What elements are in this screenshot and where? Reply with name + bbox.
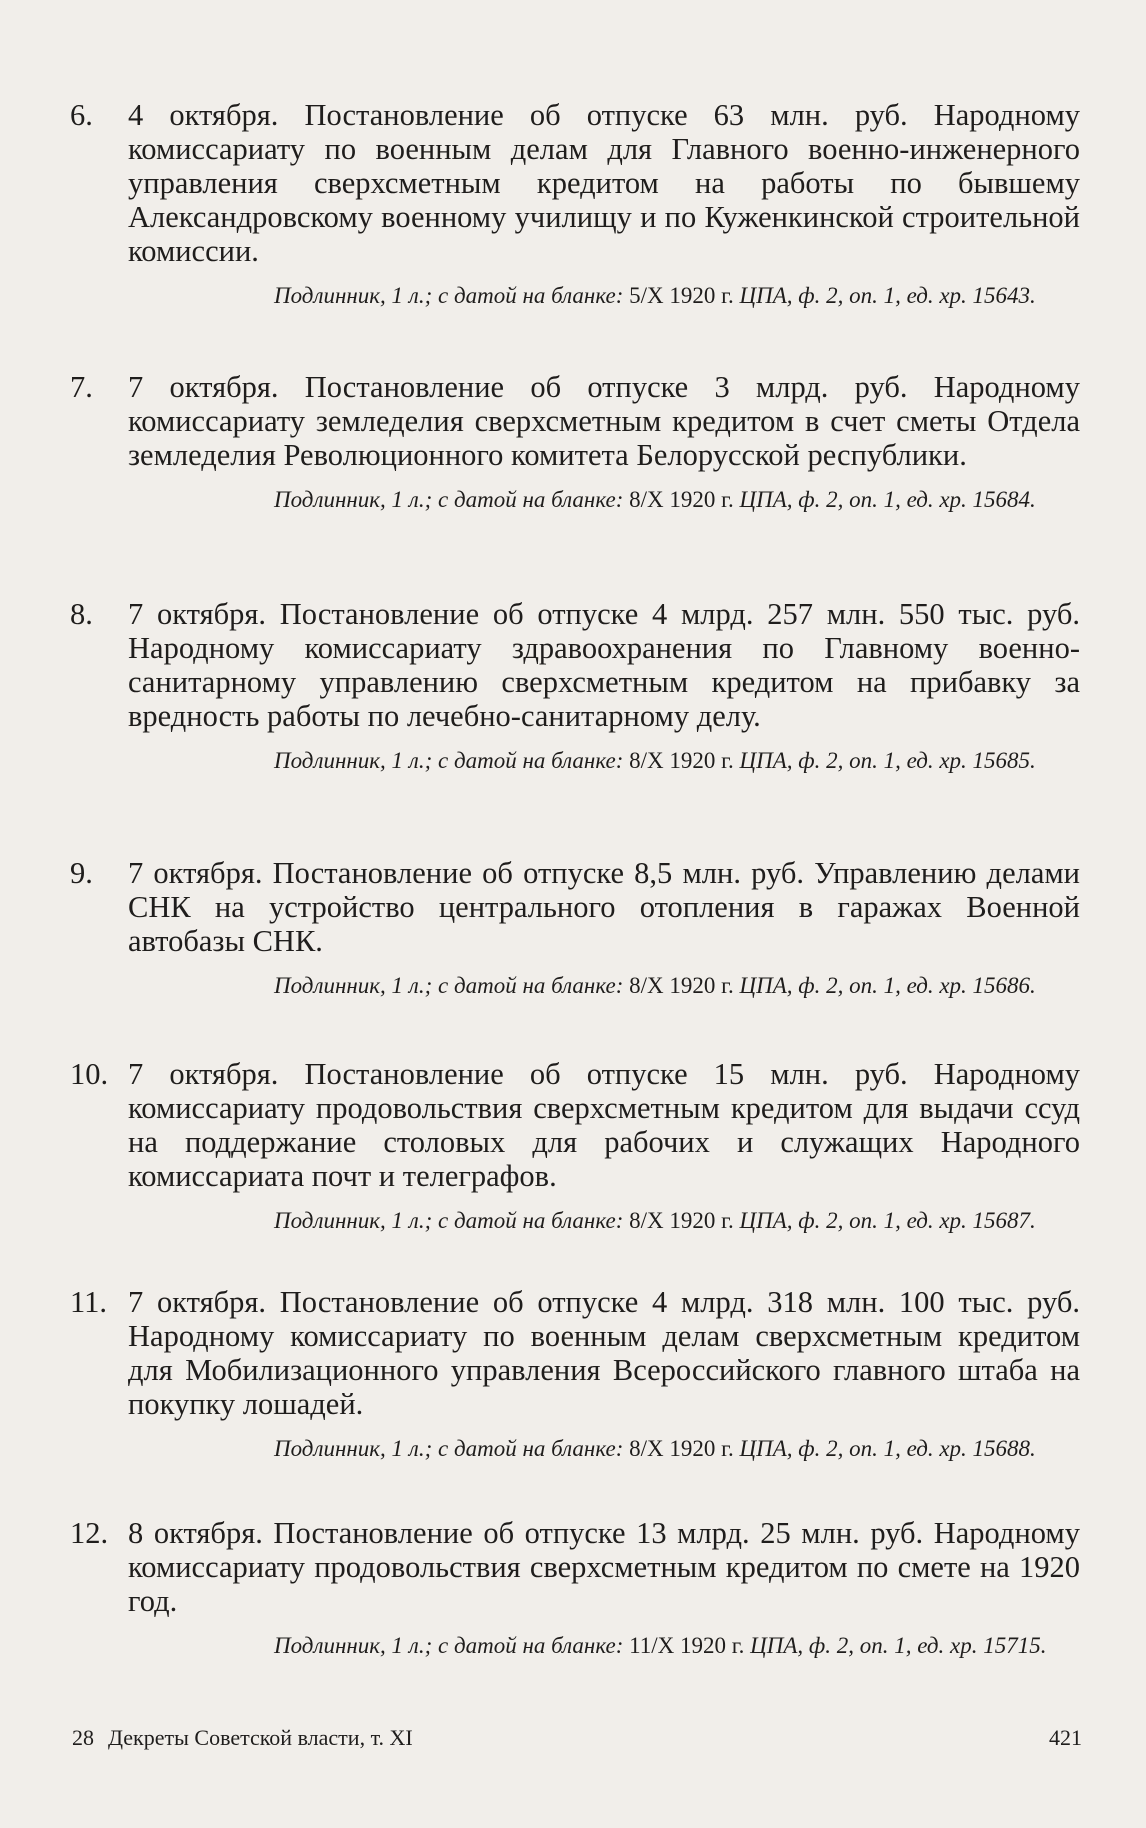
entry-12 [70,1516,1080,1661]
source-archive: ЦПА, ф. 2, оп. 1, ед. хр. 15687. [739,1208,1036,1233]
source-archive: ЦПА, ф. 2, оп. 1, ед. хр. 15688. [739,1436,1036,1461]
page-footer [72,1724,1082,1752]
source-date: 8/X 1920 г. [629,1208,734,1233]
entry-number: 8. [70,597,93,631]
source-date: 8/X 1920 г. [629,1436,734,1461]
entry-number: 6. [70,98,93,132]
source-italic: Подлинник, 1 л.; с датой на бланке: [274,973,624,998]
source-archive: ЦПА, ф. 2, оп. 1, ед. хр. 15685. [739,748,1036,773]
source-date: 11/X 1920 г. [629,1633,745,1658]
source-note [70,1205,1080,1236]
volume-title: Декреты Советской власти, т. XI [108,1725,413,1750]
source-archive: ЦПА, ф. 2, оп. 1, ед. хр. 15686. [739,973,1036,998]
entry-6 [70,98,1080,311]
entry-body: 7 октября. Постановление об отпуске 15 млн. руб. Народному комиссариату продовольствия сверхсметным кредитом для выдачи ссуд на поддержание столовых для рабочих и служащих Народного комиссариата почт и телеграфов. [128,1057,1080,1193]
entry-text [70,370,1080,472]
entry-number: 7. [70,370,93,404]
entry-body: 7 октября. Постановление об отпуске 4 млрд. 318 млн. 100 тыс. руб. Народному комиссариату по военным делам сверхсметным кредитом для Мобилизационного управления Всероссийского главного штаба на покупку лошадей. [128,1285,1080,1421]
entry-body: 7 октября. Постановление об отпуске 8,5 млн. руб. Управлению делами СНК на устройство центрального отопления в гаражах Военной автобазы СНК. [128,856,1080,958]
source-archive: ЦПА, ф. 2, оп. 1, ед. хр. 15684. [739,487,1036,512]
source-date: 5/X 1920 г. [629,283,734,308]
entry-7 [70,370,1080,515]
entry-number: 12. [70,1516,109,1550]
source-note [70,484,1080,515]
source-note [70,745,1080,776]
entry-10 [70,1057,1080,1236]
source-note [70,1630,1080,1661]
entry-text [70,1057,1080,1193]
entry-body: 8 октября. Постановление об отпуске 13 млрд. 25 млн. руб. Народному комиссариату продовольствия сверхсметным кредитом по смете на 1920 год. [128,1516,1080,1618]
source-italic: Подлинник, 1 л.; с датой на бланке: [274,1436,624,1461]
entry-text [70,98,1080,268]
printer-signature: 421 [1049,1725,1082,1750]
source-date: 8/X 1920 г. [629,487,734,512]
entry-text [70,597,1080,733]
source-italic: Подлинник, 1 л.; с датой на бланке: [274,283,624,308]
source-italic: Подлинник, 1 л.; с датой на бланке: [274,1208,624,1233]
entry-number: 10. [70,1057,109,1091]
source-note [70,970,1080,1001]
entry-body: 7 октября. Постановление об отпуске 4 млрд. 257 млн. 550 тыс. руб. Народному комиссариату здравоохранения по Главному военно-санитарному управлению сверхсметным кредитом на прибавку за вредность работы по лечебно-санитарному делу. [128,597,1080,733]
entry-text [70,1285,1080,1421]
source-italic: Подлинник, 1 л.; с датой на бланке: [274,487,624,512]
source-archive: ЦПА, ф. 2, оп. 1, ед. хр. 15715. [750,1633,1047,1658]
source-date: 8/X 1920 г. [629,973,734,998]
source-date: 8/X 1920 г. [629,748,734,773]
entry-number: 11. [70,1285,107,1319]
entry-number: 9. [70,856,93,890]
entry-text [70,1516,1080,1618]
entry-8 [70,597,1080,776]
entry-body: 7 октября. Постановление об отпуске 3 млрд. руб. Народному комиссариату земледелия сверхсметным кредитом в счет сметы Отдела земледелия Революционного комитета Белорусской республики. [128,370,1080,472]
page-number: 28 [72,1725,94,1750]
source-note [70,1433,1080,1464]
entry-text [70,856,1080,958]
entry-body: 4 октября. Постановление об отпуске 63 млн. руб. Народному комиссариату по военным делам для Главного военно-инженерного управления сверхсметным кредитом на работы по бывшему Александровскому военному училищу и по Куженкинской строительной комиссии. [128,98,1080,268]
entry-9 [70,856,1080,1001]
entry-11 [70,1285,1080,1464]
source-italic: Подлинник, 1 л.; с датой на бланке: [274,748,624,773]
source-archive: ЦПА, ф. 2, оп. 1, ед. хр. 15643. [739,283,1036,308]
source-note [70,280,1080,311]
source-italic: Подлинник, 1 л.; с датой на бланке: [274,1633,624,1658]
